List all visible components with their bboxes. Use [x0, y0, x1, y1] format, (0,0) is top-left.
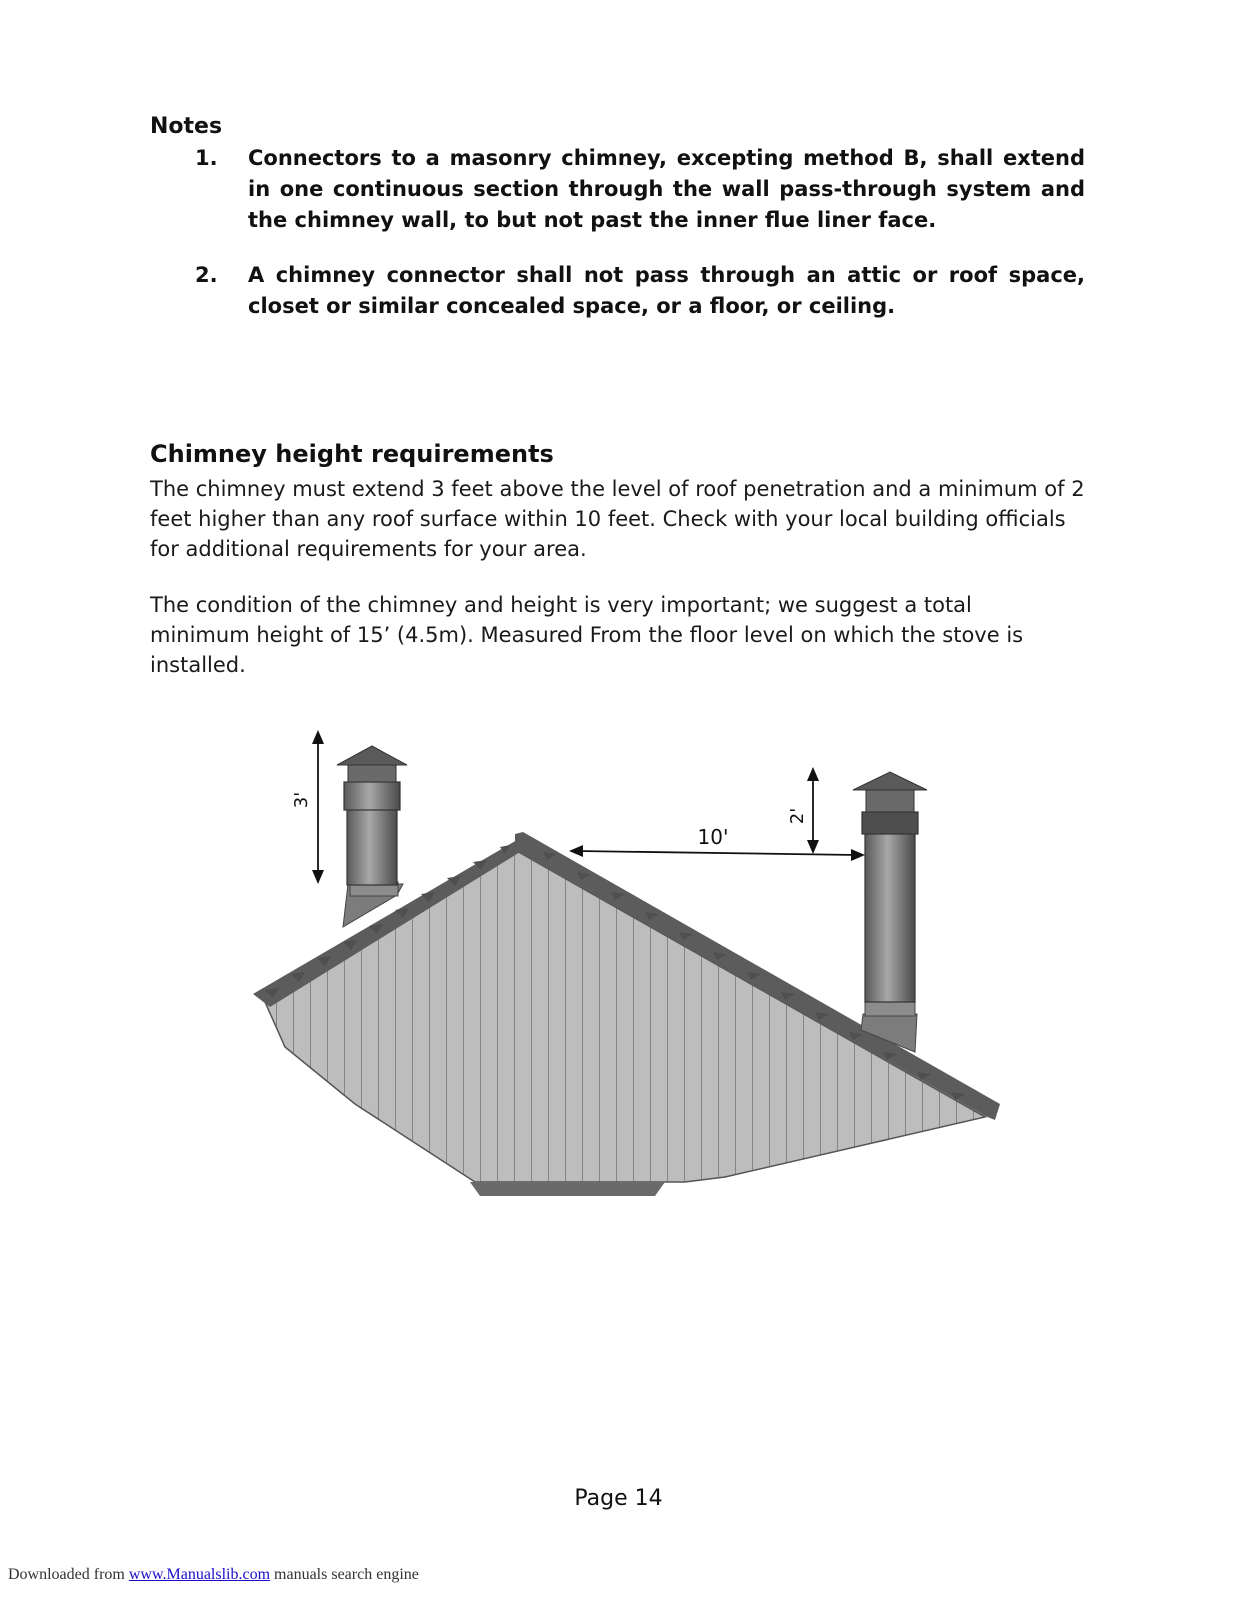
left-chimney — [337, 746, 407, 927]
three-foot-label: 3' — [291, 791, 312, 809]
download-footer — [8, 1566, 419, 1584]
chimney-condition-paragraph: The condition of the chimney and height is very important; we suggest a total minimum height of 15’ (4.5m). Measured From the floor level on which the stove is installed. — [150, 593, 1024, 677]
notes-heading: Notes — [150, 114, 223, 139]
ten-foot-label: 10' — [697, 825, 729, 849]
note-number: 2. — [195, 263, 218, 287]
gable-base — [470, 1182, 665, 1196]
note-item — [195, 260, 1085, 322]
three-foot-dimension — [312, 730, 324, 884]
chimney-height-paragraph: The chimney must extend 3 feet above the level of roof penetration and a minimum of 2 feet higher than any roof surface within 10 feet. Check with your local building officials for additional requirements for your area. — [150, 477, 1085, 561]
section-heading: Chimney height requirements — [150, 440, 554, 468]
chimney-height-diagram — [225, 712, 1015, 1217]
right-chimney — [853, 772, 927, 1052]
two-foot-label: 2' — [787, 807, 808, 825]
roof-chimney-illustration — [225, 712, 1015, 1217]
page-number: Page 14 — [574, 1486, 663, 1511]
footer-prefix: Downloaded from — [8, 1566, 129, 1583]
note-number: 1. — [195, 146, 218, 170]
note-item — [195, 143, 1085, 236]
manualslib-link[interactable]: www.Manualslib.com — [128, 1566, 271, 1583]
note-text: A chimney connector shall not pass through an attic or roof space, closet or similar concealed space, or a floor, or ceiling. — [248, 263, 1085, 318]
note-text: Connectors to a masonry chimney, excepting method B, shall extend in one continuous section through the wall pass-through system and the chimney wall, to but not past the inner flue liner face. — [248, 146, 1085, 232]
two-foot-dimension — [807, 767, 819, 854]
footer-suffix: manuals search engine — [270, 1566, 419, 1583]
